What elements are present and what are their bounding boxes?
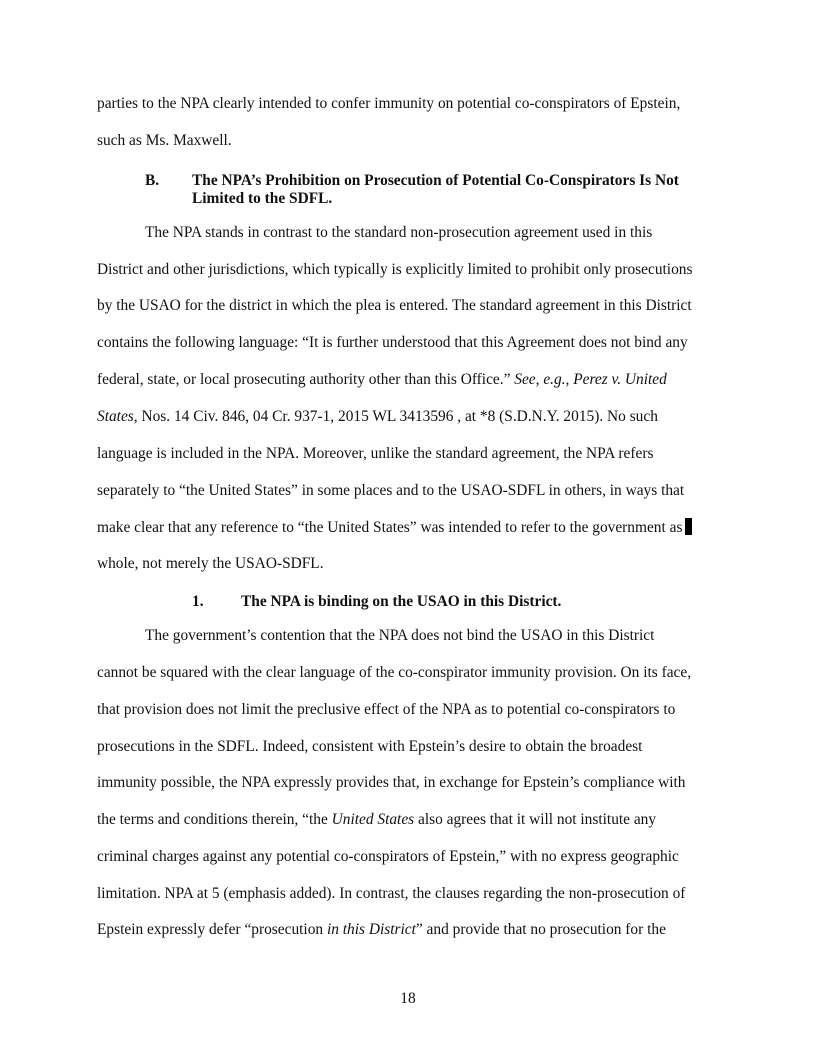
redaction-mark <box>685 518 692 535</box>
text-line <box>97 810 656 830</box>
text-line: immunity possible, the NPA expressly provides that, in exchange for Epstein’s compliance with <box>97 774 686 791</box>
text-line: criminal charges against any potential co-conspirators of Epstein,” with no express geographic <box>97 848 679 865</box>
text-line: whole, not merely the USAO-SDFL. <box>97 555 324 572</box>
emphasis-italic: in this District <box>326 921 416 938</box>
text-run: the terms and conditions therein, “the <box>97 811 332 828</box>
text-run: Epstein expressly defer “prosecution <box>97 921 327 938</box>
page-number: 18 <box>400 990 416 1007</box>
subsection-title: The NPA is binding on the USAO in this District. <box>241 593 562 610</box>
section-title-line-2: Limited to the SDFL. <box>192 190 333 207</box>
section-letter: B. <box>145 172 160 189</box>
text-line <box>97 518 692 538</box>
text-line: limitation. NPA at 5 (emphasis added). In contrast, the clauses regarding the non-prosecution of <box>97 885 686 902</box>
text-run: Nos. 14 Civ. 846, 04 Cr. 937-1, 2015 WL 3413596 , at *8 (S.D.N.Y. 2015). No such <box>137 408 658 425</box>
text-line: by the USAO for the district in which the plea is entered. The standard agreement in this District <box>97 297 692 314</box>
text-line: contains the following language: “It is further understood that this Agreement does not bind any <box>97 334 688 351</box>
text-run: federal, state, or local prosecuting authority other than this Office.” <box>97 371 515 388</box>
text-line: such as Ms. Maxwell. <box>97 132 232 149</box>
text-line: cannot be squared with the clear language of the co-conspirator immunity provision. On its face, <box>97 664 692 681</box>
emphasis-italic: United States <box>331 811 415 828</box>
text-run: ” and provide that no prosecution for the <box>415 921 666 938</box>
text-line: District and other jurisdictions, which typically is explicitly limited to prohibit only prosecutions <box>97 261 693 278</box>
text-line <box>97 370 667 390</box>
text-run: also agrees that it will not institute any <box>414 811 657 828</box>
subsection-number: 1. <box>192 593 204 610</box>
citation-italic: States, <box>97 408 138 425</box>
section-title-line-1: The NPA’s Prohibition on Prosecution of Potential Co-Conspirators Is Not <box>192 172 679 189</box>
text-line: The NPA stands in contrast to the standard non-prosecution agreement used in this <box>145 224 653 241</box>
citation-italic: See, e.g., Perez v. United <box>514 371 667 388</box>
text-line: that provision does not limit the preclusive effect of the NPA as to potential co-conspirators to <box>97 701 676 718</box>
text-line: prosecutions in the SDFL. Indeed, consistent with Epstein’s desire to obtain the broadest <box>97 738 643 755</box>
text-line <box>97 920 666 940</box>
text-line: parties to the NPA clearly intended to confer immunity on potential co-conspirators of Epstein, <box>97 95 681 112</box>
text-run: make clear that any reference to “the United States” was intended to refer to the government as <box>97 519 683 536</box>
text-line <box>97 407 658 427</box>
text-line: separately to “the United States” in some places and to the USAO-SDFL in others, in ways that <box>97 482 685 499</box>
text-line: language is included in the NPA. Moreover, unlike the standard agreement, the NPA refers <box>97 445 654 462</box>
text-line: The government’s contention that the NPA does not bind the USAO in this District <box>145 627 655 644</box>
